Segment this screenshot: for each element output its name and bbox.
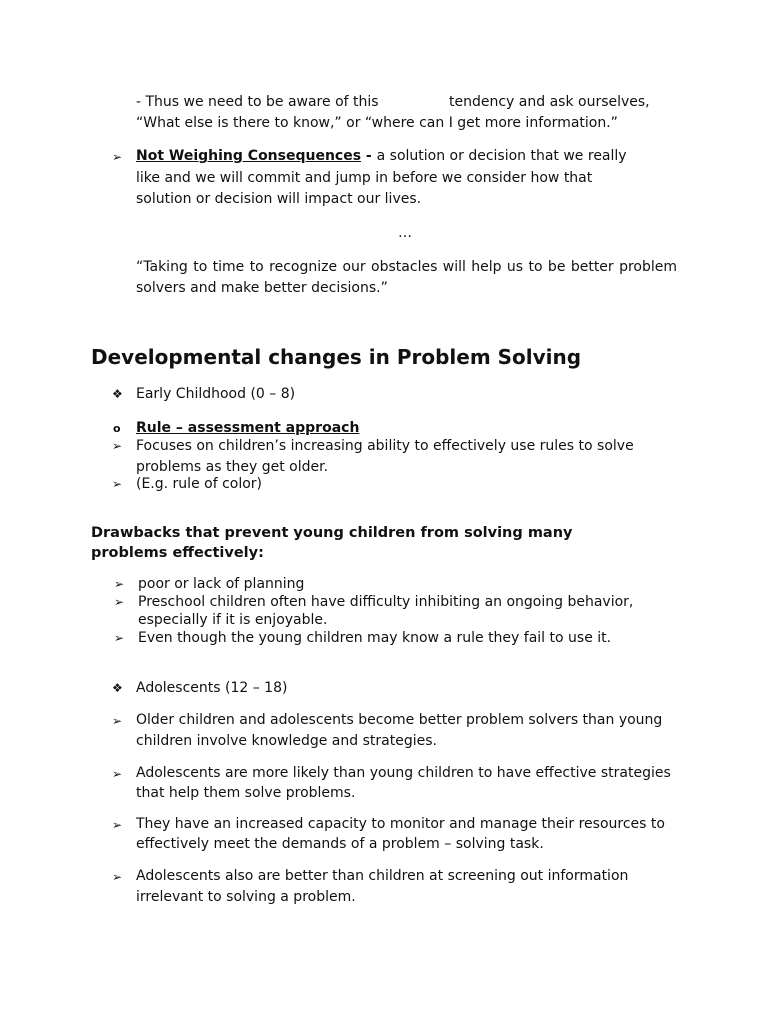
arrow-bullet-icon: ➢: [112, 714, 123, 728]
adolescents-p1-line2: children involve knowledge and strategies.: [136, 733, 437, 749]
adolescents-title: Adolescents (12 – 18): [136, 680, 288, 696]
arrow-bullet-icon: ➢: [112, 439, 123, 453]
drawback-item2-line1: Preschool children often have difficulty inhibiting an ongoing behavior,: [138, 594, 634, 610]
focus-line2: problems as they get older.: [136, 459, 329, 475]
ellipsis: …: [398, 225, 412, 241]
arrow-bullet-icon: ➢: [114, 577, 125, 591]
quote-line: “What else is there to know,” or “where can I get more information.”: [136, 115, 618, 131]
drawback-item1: poor or lack of planning: [138, 576, 305, 592]
early-childhood: Early Childhood (0 – 8): [136, 386, 296, 402]
arrow-bullet-icon: ➢: [114, 595, 125, 609]
drawback-item3: Even though the young children may know a rule they fail to use it.: [138, 630, 612, 646]
adolescents-p2-line2: that help them solve problems.: [136, 785, 356, 801]
drawbacks-heading: Drawbacks that prevent young children from solving many problems effectively:: [91, 525, 573, 561]
not-weighing-term: Not Weighing Consequences: [136, 148, 362, 164]
adolescents-p2-line1: Adolescents are more likely than young children to have effective strategies: [136, 765, 671, 781]
not-weighing-line2: like and we will commit and jump in before we consider how that: [136, 170, 593, 186]
term-dash: -: [361, 148, 377, 164]
not-weighing-line3: solution or decision will impact our lives.: [136, 191, 422, 207]
focus-line1: Focuses on children’s increasing ability to effectively use rules to solve: [136, 438, 634, 454]
arrow-bullet-icon: ➢: [112, 150, 123, 164]
adolescents-p4-line1: Adolescents also are better than children at screening out information: [136, 868, 629, 884]
adolescents-p4-line2: irrelevant to solving a problem.: [136, 889, 356, 905]
drawback-item2-line2: especially if it is enjoyable.: [138, 612, 328, 628]
circle-bullet-icon: o: [113, 422, 121, 435]
adolescents-p3-line1: They have an increased capacity to monitor and manage their resources to: [136, 816, 665, 832]
closing-quote: “Taking to time to recognize our obstacles will help us to be better problem solvers and make better decisions.”: [136, 259, 677, 296]
dash-line-part2: tendency and ask ourselves,: [449, 94, 650, 110]
diamond-bullet-icon: ❖: [112, 681, 123, 695]
adolescents-p3-line2: effectively meet the demands of a problem – solving task.: [136, 836, 544, 852]
section-heading: Developmental changes in Problem Solving: [91, 345, 582, 369]
arrow-bullet-icon: ➢: [112, 870, 123, 884]
example-line: (E.g. rule of color): [136, 476, 263, 492]
arrow-bullet-icon: ➢: [112, 767, 123, 781]
not-weighing-line1: [136, 147, 627, 165]
arrow-bullet-icon: ➢: [114, 631, 125, 645]
not-weighing-text1: a solution or decision that we really: [376, 148, 627, 164]
adolescents-p1-line1: Older children and adolescents become better problem solvers than young: [136, 712, 663, 728]
diamond-bullet-icon: ❖: [112, 387, 123, 401]
arrow-bullet-icon: ➢: [112, 477, 123, 491]
arrow-bullet-icon: ➢: [112, 818, 123, 832]
rule-approach: Rule – assessment approach: [136, 420, 360, 436]
dash-line-part1: - Thus we need to be aware of this: [136, 94, 379, 110]
